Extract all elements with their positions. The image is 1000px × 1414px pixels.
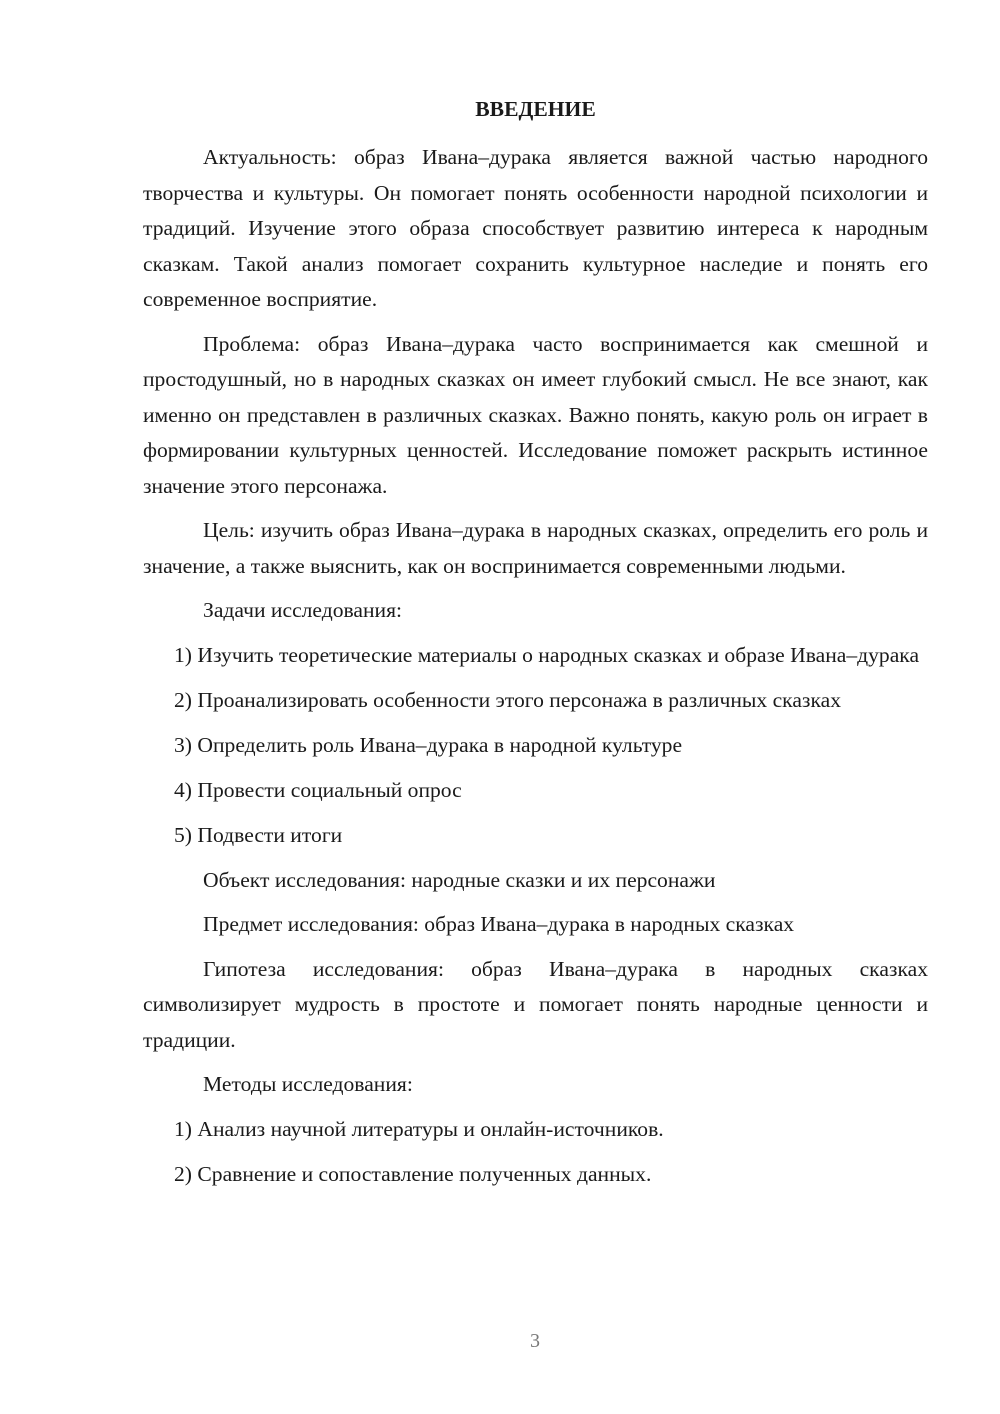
paragraph-relevance: Актуальность: образ Ивана–дурака является важной частью народного творчества и культуры. Он помогает понять особенности народной психологии и традиций. Изучение этого образа способствует развитию интереса к народным сказкам. Такой анализ помогает сохранить культурное наследие и понять его современное восприятие. (143, 145, 928, 311)
paragraph-goal: Цель: изучить образ Ивана–дурака в народных сказках, определить его роль и значение, а также выяснить, как он воспринимается современными людьми. (143, 518, 928, 578)
page-number: 3 (530, 1330, 540, 1352)
method-item-1: 1) Анализ научной литературы и онлайн-источников. (174, 1116, 664, 1141)
paragraph-object: Объект исследования: народные сказки и их персонажи (203, 867, 716, 892)
task-item-2: 2) Проанализировать особенности этого персонажа в различных сказках (174, 687, 842, 712)
tasks-title: Задачи исследования: (203, 598, 403, 622)
method-item-2: 2) Сравнение и сопоставление полученных данных. (174, 1161, 652, 1186)
paragraph-subject: Предмет исследования: образ Ивана–дурака в народных сказках (203, 912, 795, 936)
page-title: ВВЕДЕНИЕ (475, 97, 596, 121)
paragraph-problem: Проблема: образ Ивана–дурака часто воспринимается как смешной и простодушный, но в народных сказках он имеет глубокий смысл. Не все знают, как именно он представлен в различных сказках. Важно понять, какую роль он играет в формировании культурных ценностей. Исследование поможет раскрыть истинное значение этого персонажа. (143, 331, 928, 498)
task-item-5: 5) Подвести итоги (174, 822, 343, 847)
paragraph-hypothesis: Гипотеза исследования: образ Ивана–дурака в народных сказках символизирует мудрость в простоте и помогает понять народные ценности и традиции. (143, 956, 928, 1052)
task-item-4: 4) Провести социальный опрос (174, 777, 462, 802)
task-item-3: 3) Определить роль Ивана–дурака в народной культуре (174, 732, 683, 757)
document-page (143, 92, 928, 1202)
methods-title: Методы исследования: (203, 1072, 413, 1096)
task-item-1: 1) Изучить теоретические материалы о народных сказках и образе Ивана–дурака (174, 642, 920, 667)
